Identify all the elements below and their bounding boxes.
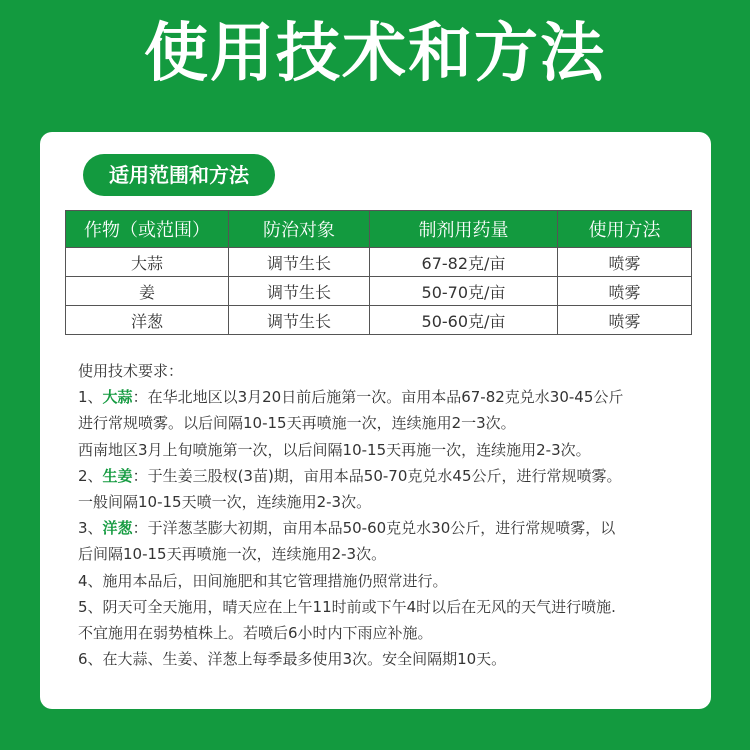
note-text: ：在华北地区以3月20日前后施第一次。亩用本品67-82克兑水30-45公斤 — [132, 388, 624, 407]
table-cell: 喷雾 — [558, 248, 692, 277]
crop-name-ginger: 生姜 — [102, 466, 133, 485]
note-line — [78, 463, 703, 489]
column-header-target: 防治对象 — [229, 211, 370, 248]
note-line: 不宜施用在弱势植株上。若喷后6小时内下雨应补施。 — [78, 624, 433, 643]
note-line: 6、在大蒜、生姜、洋葱上每季最多使用3次。安全间隔期10天。 — [78, 650, 507, 669]
table-cell: 50-60克/亩 — [370, 306, 558, 335]
table-cell: 喷雾 — [558, 306, 692, 335]
notes-heading: 使用技术要求： — [78, 362, 184, 380]
note-text: ：于洋葱茎膨大初期，亩用本品50-60克兑水30公斤，进行常规喷雾，以 — [132, 519, 616, 538]
section-label: 适用范围和方法 — [83, 154, 275, 196]
column-header-crop: 作物（或范围） — [66, 211, 229, 248]
crop-name-garlic: 大蒜 — [102, 388, 133, 407]
note-line: 后间隔10-15天再喷施一次，连续施用2-3次。 — [78, 545, 387, 564]
table-cell: 大蒜 — [66, 248, 229, 277]
note-line: 一般间隔10-15天喷一次，连续施用2-3次。 — [78, 493, 372, 512]
table-header-row — [66, 211, 692, 248]
table-cell: 50-70克/亩 — [370, 277, 558, 306]
note-line — [78, 384, 703, 410]
table-cell: 67-82克/亩 — [370, 248, 558, 277]
column-header-method: 使用方法 — [558, 211, 692, 248]
note-line: 4、施用本品后，田间施肥和其它管理措施仍照常进行。 — [78, 571, 448, 590]
note-line: 西南地区3月上旬喷施第一次，以后间隔10-15天再施一次，连续施用2-3次。 — [78, 440, 591, 459]
note-line: 5、阴天可全天施用，晴天应在上午11时前或下午4时以后在无风的天气进行喷施. — [78, 597, 616, 616]
table-cell: 调节生长 — [229, 306, 370, 335]
table-row — [66, 277, 692, 306]
usage-notes — [78, 358, 703, 672]
table-row — [66, 306, 692, 335]
note-number: 1、 — [78, 388, 103, 407]
note-number: 3、 — [78, 519, 103, 538]
page-title: 使用技术和方法 — [144, 17, 606, 91]
note-line — [78, 515, 703, 541]
table-cell: 姜 — [66, 277, 229, 306]
note-line: 进行常规喷雾。以后间隔10-15天再喷施一次，连续施用2一3次。 — [78, 414, 516, 433]
column-header-dosage: 制剂用药量 — [370, 211, 558, 248]
table-cell: 洋葱 — [66, 306, 229, 335]
usage-table — [65, 210, 691, 335]
note-number: 2、 — [78, 466, 103, 485]
table-cell: 喷雾 — [558, 277, 692, 306]
table-row — [66, 248, 692, 277]
note-text: ：于生姜三股杈(3苗)期，亩用本品50-70克兑水45公斤，进行常规喷雾。 — [132, 466, 622, 485]
table-cell: 调节生长 — [229, 248, 370, 277]
content-card — [40, 132, 711, 709]
table-cell: 调节生长 — [229, 277, 370, 306]
crop-name-onion: 洋葱 — [102, 519, 133, 538]
